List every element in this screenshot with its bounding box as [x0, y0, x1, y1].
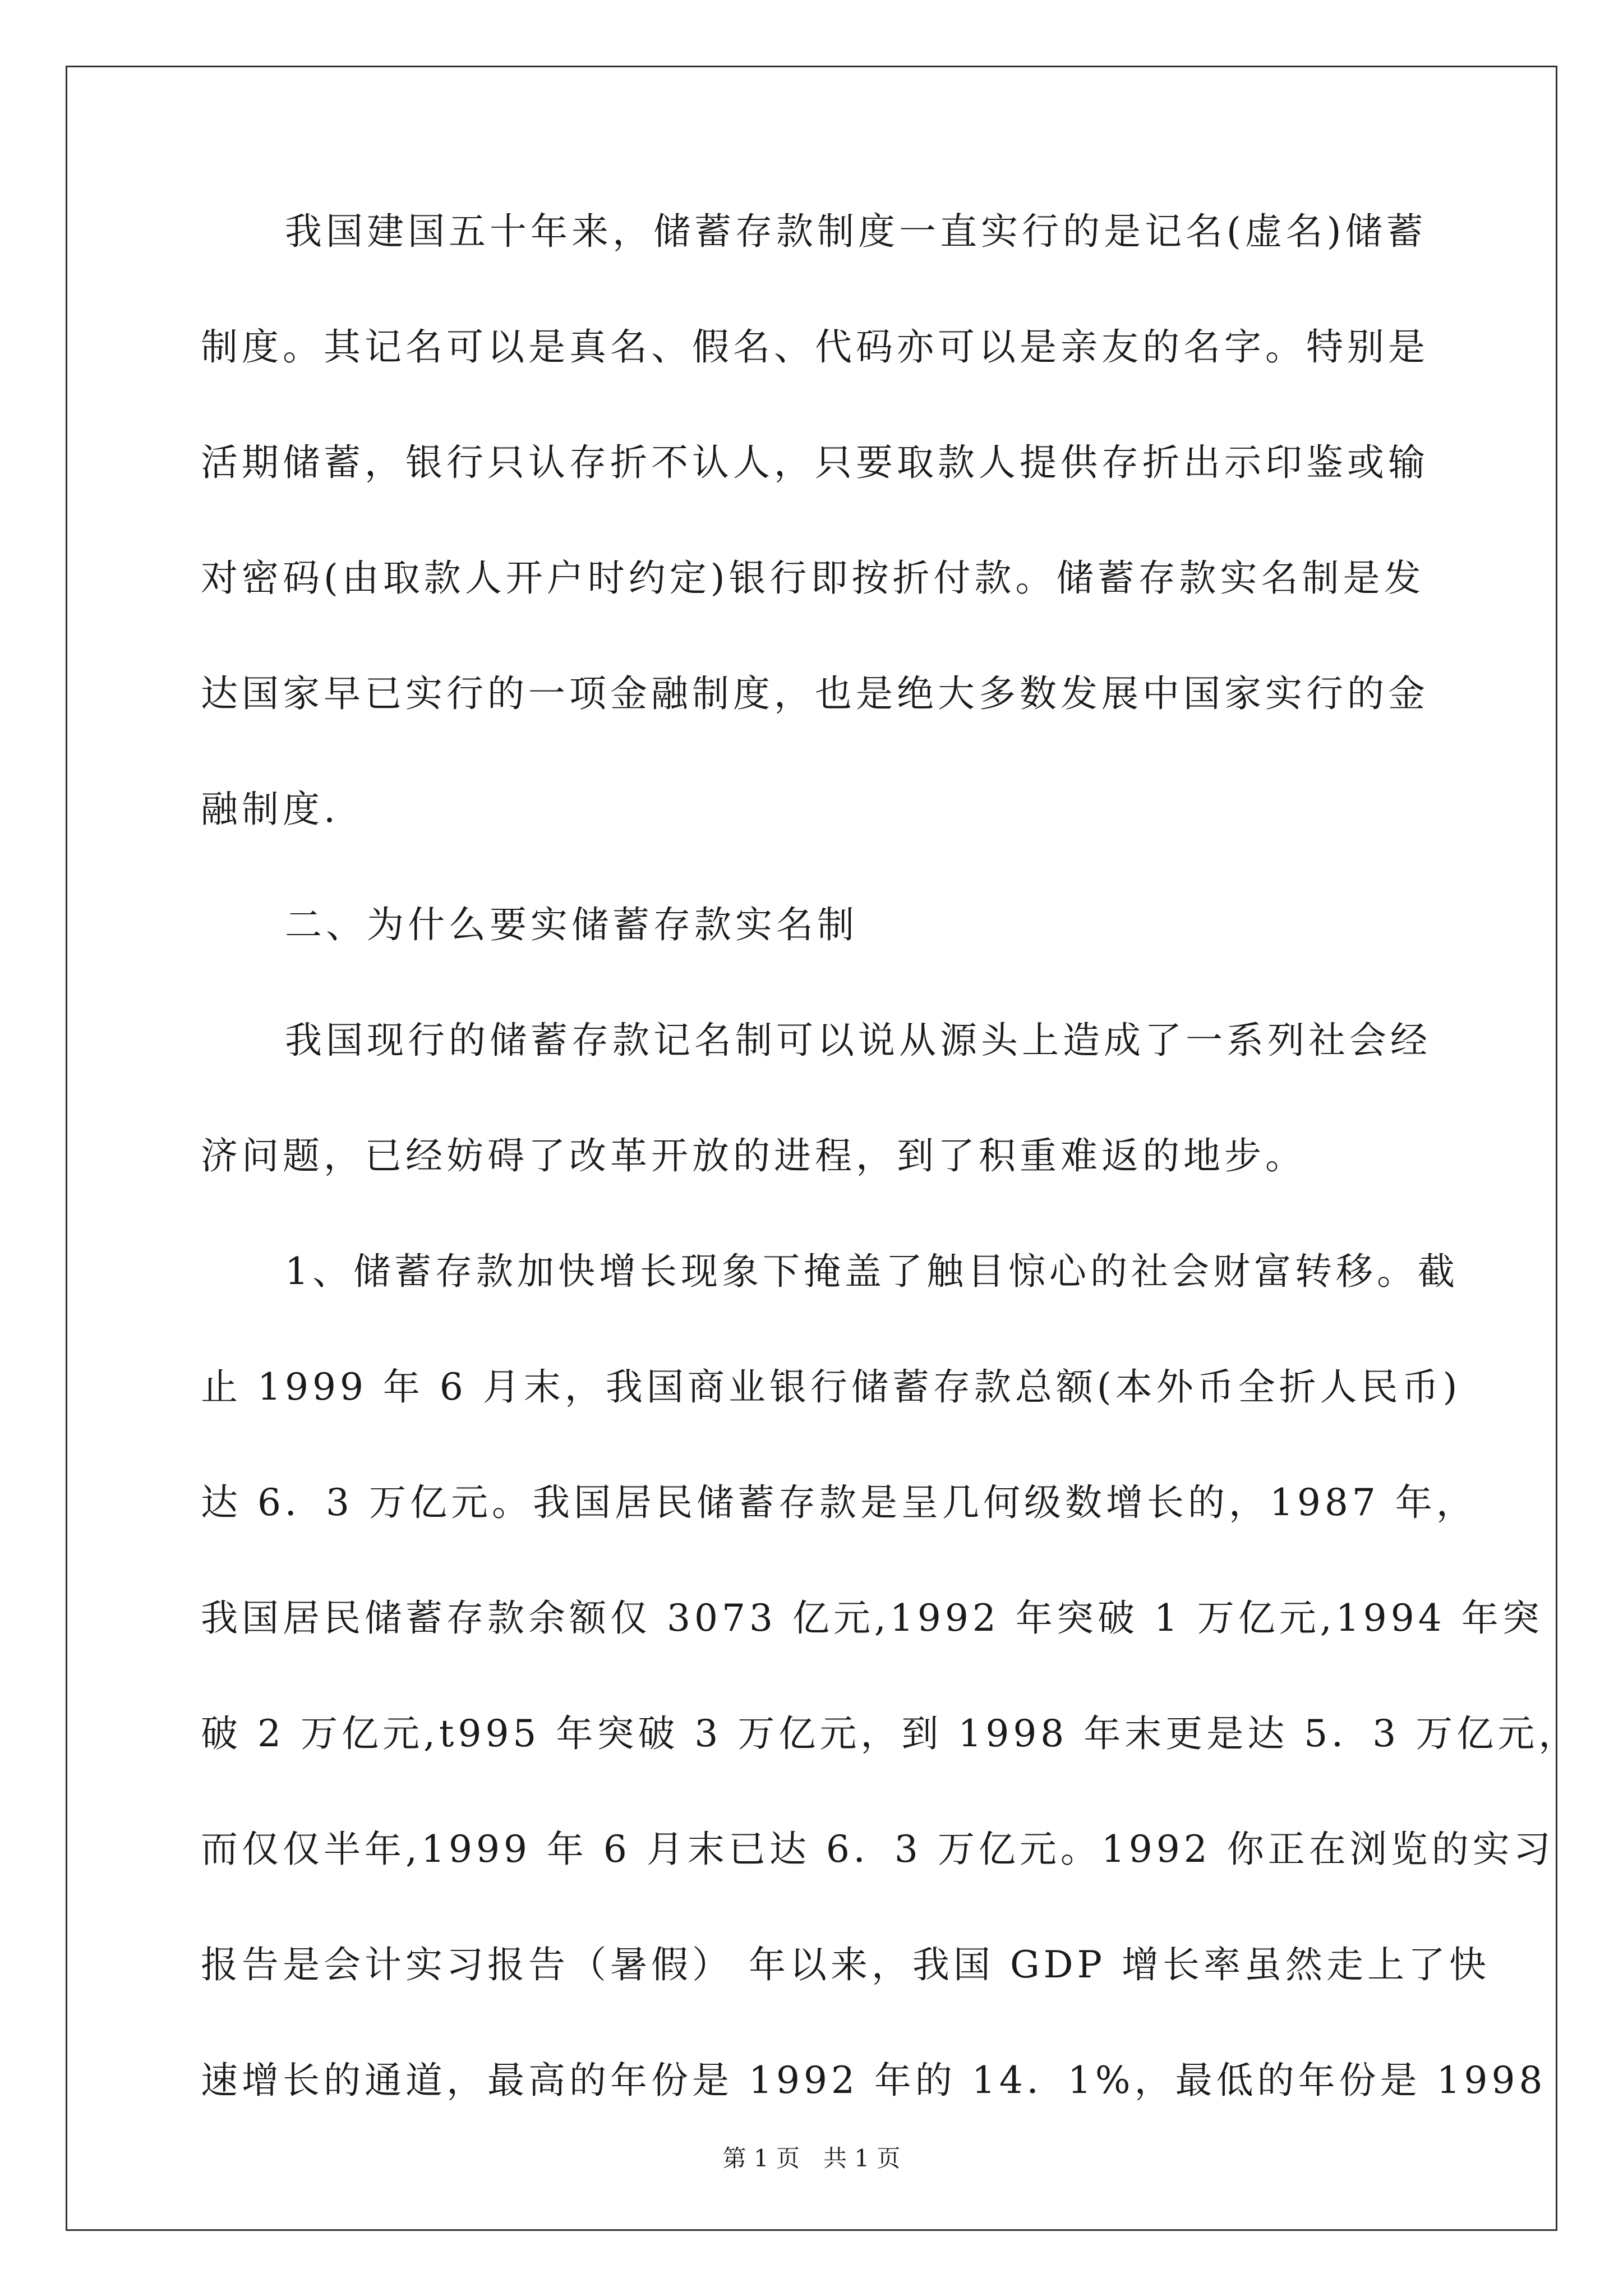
page-number-footer: 第 1 页 共 1 页	[722, 2145, 901, 2172]
paragraph-line: 而仅仅半年,1999 年 6 月末已达 6．3 万亿元。1992 你正在浏览的实习	[201, 1828, 1555, 1871]
paragraph-line: 我国现行的储蓄存款记名制可以说从源头上造成了一系列社会经	[285, 1019, 1431, 1062]
paragraph-line: 1、储蓄存款加快增长现象下掩盖了触目惊心的社会财富转移。截	[285, 1250, 1459, 1293]
paragraph-line: 破 2 万亿元,t995 年突破 3 万亿元，到 1998 年末更是达 5．3 万亿元，	[201, 1712, 1580, 1755]
paragraph-line: 对密码(由取款人开户时约定)银行即按折付款。储蓄存款实名制是发	[201, 556, 1425, 600]
paragraph-line: 我国建国五十年来，储蓄存款制度一直实行的是记名(虚名)储蓄	[285, 210, 1427, 253]
paragraph-line: 活期储蓄，银行只认存折不认人，只要取款人提供存折出示印鉴或输	[201, 441, 1429, 484]
section-heading: 二、为什么要实储蓄存款实名制	[285, 903, 858, 946]
paragraph-line: 我国居民储蓄存款余额仅 3073 亿元,1992 年突破 1 万亿元,1994 年突	[201, 1596, 1543, 1640]
paragraph-line: 达 6．3 万亿元。我国居民储蓄存款是呈几何级数增长的，1987 年，	[201, 1481, 1477, 1524]
paragraph-line: 止 1999 年 6 月末，我国商业银行储蓄存款总额(本外币全折人民币)	[201, 1365, 1461, 1409]
paragraph-line: 达国家早已实行的一项金融制度，也是绝大多数发展中国家实行的金	[201, 672, 1429, 715]
paragraph-line: 融制度.	[201, 788, 339, 831]
paragraph-line: 制度。其记名可以是真名、假名、代码亦可以是亲友的名字。特别是	[201, 325, 1429, 369]
paragraph-line: 报告是会计实习报告（暑假） 年以来，我国 GDP 增长率虽然走上了快	[201, 1943, 1490, 1986]
paragraph-line: 速增长的通道，最高的年份是 1992 年的 14．1%，最低的年份是 1998	[201, 2059, 1547, 2102]
paragraph-line: 济问题，已经妨碍了改革开放的进程，到了积重难返的地步。	[201, 1134, 1306, 1177]
